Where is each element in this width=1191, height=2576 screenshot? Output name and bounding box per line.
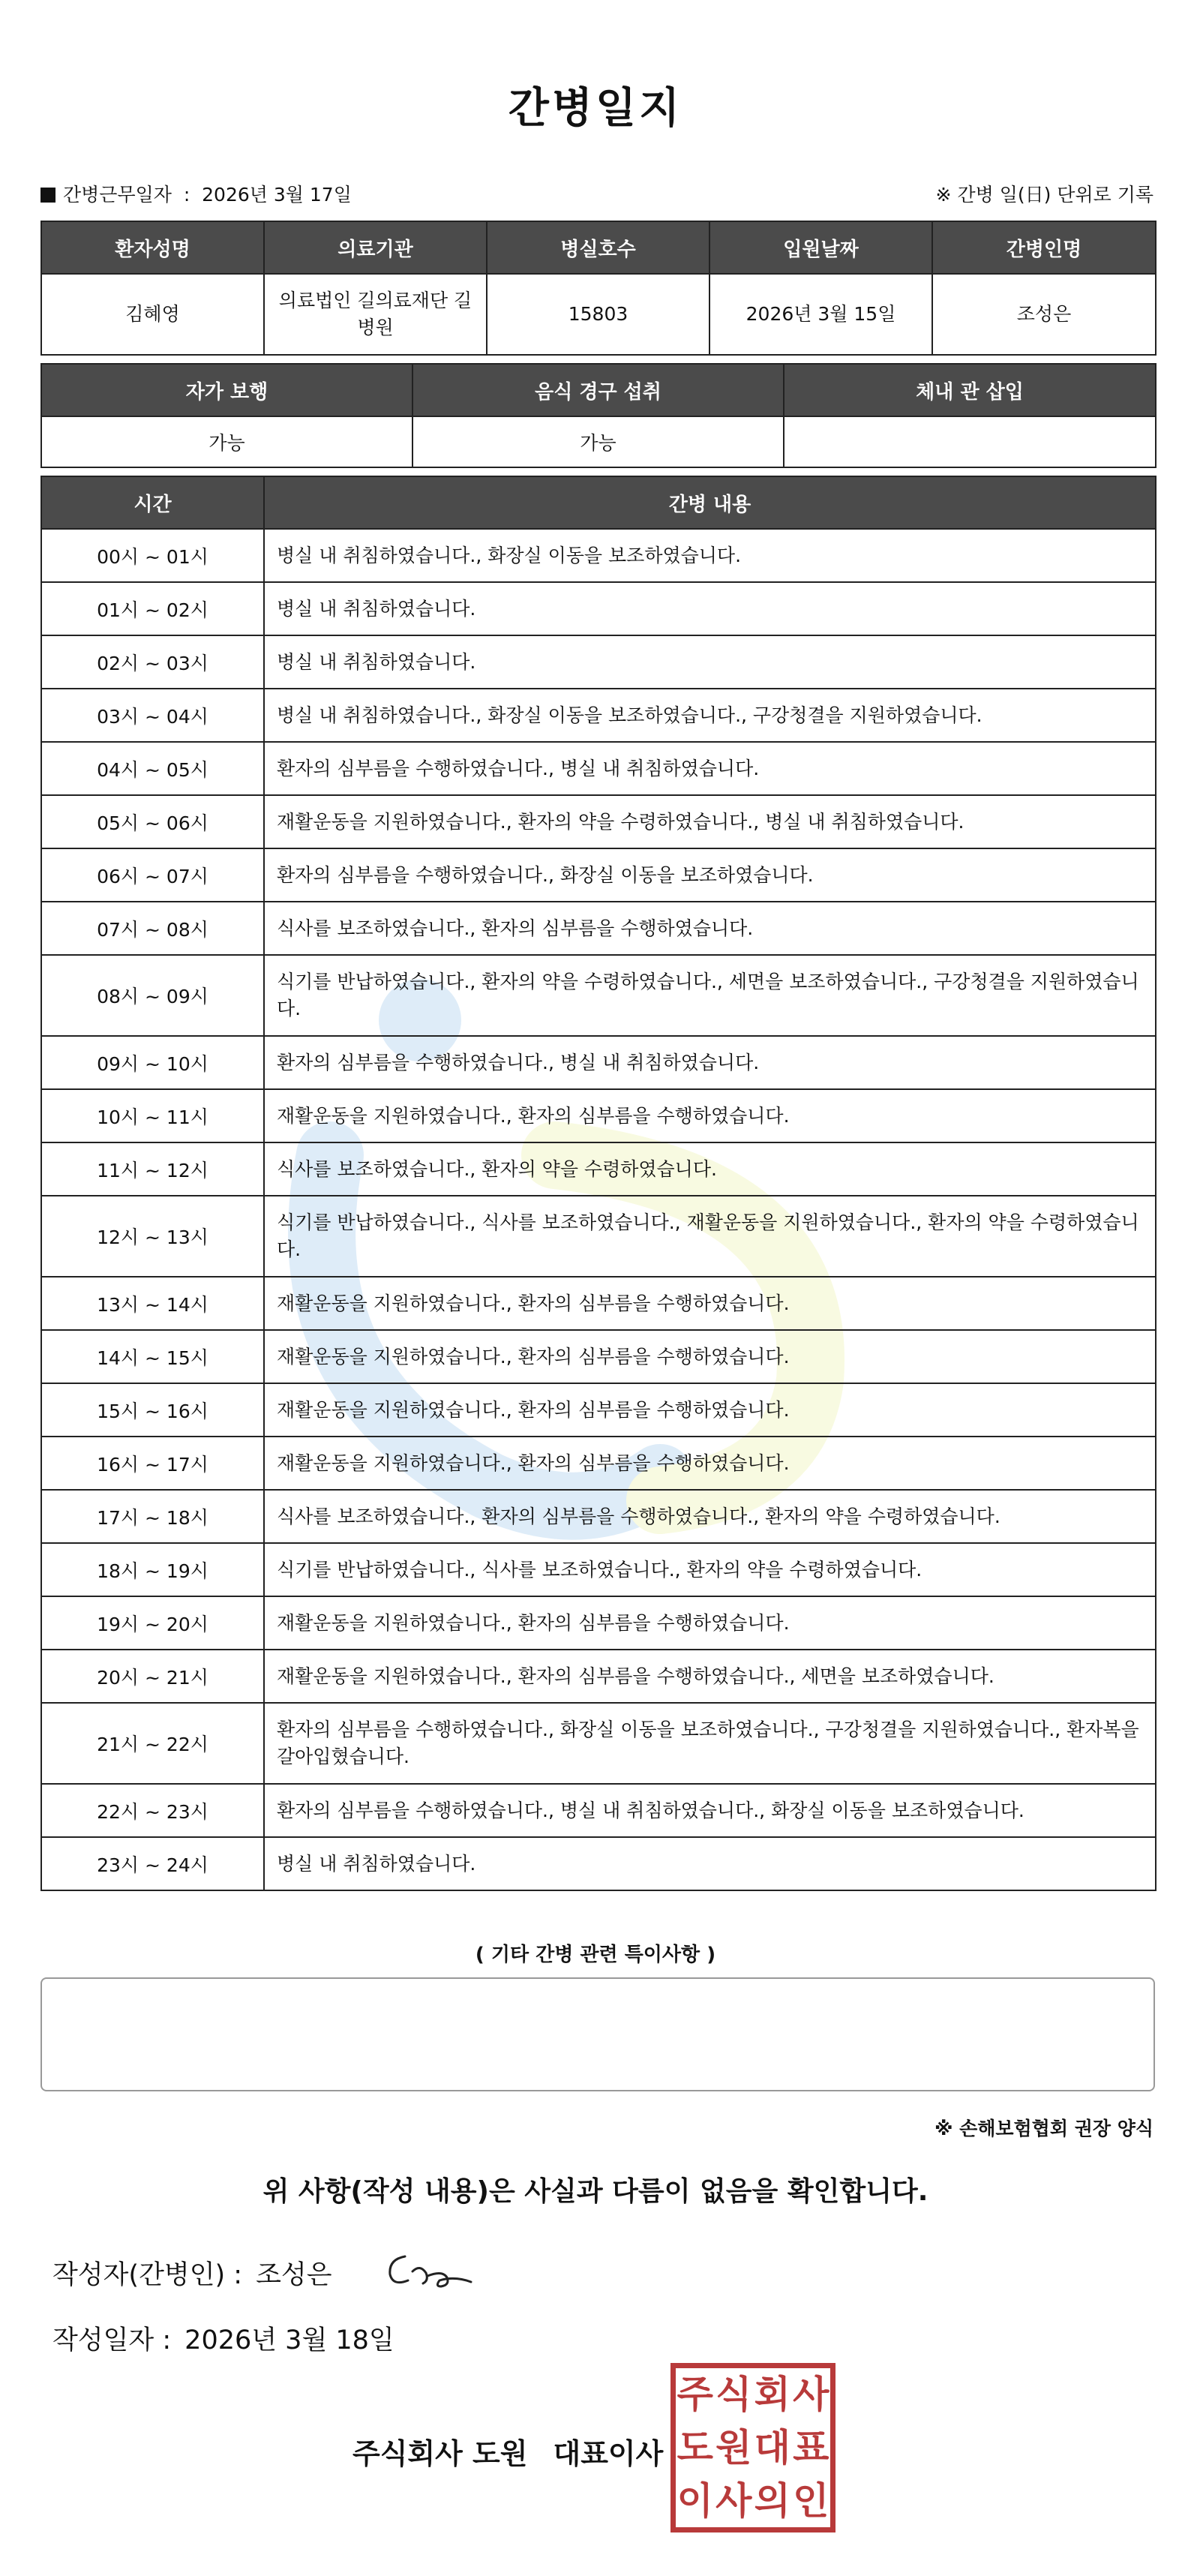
time-cell: 20시 ~ 21시 bbox=[41, 1650, 264, 1703]
table-header-row bbox=[41, 476, 1156, 529]
written-date-value: 2026년 3월 18일 bbox=[184, 2325, 394, 2355]
author-line bbox=[52, 2254, 332, 2292]
company-name: 주식회사 도원 bbox=[352, 2437, 528, 2470]
table-row bbox=[41, 742, 1156, 795]
time-cell: 01시 ~ 02시 bbox=[41, 582, 264, 635]
patient-status-table bbox=[40, 363, 1156, 468]
content-cell: 환자의 심부름을 수행하였습니다., 병실 내 취침하였습니다., 화장실 이동을 보조하였습니다. bbox=[264, 1784, 1156, 1837]
content-cell: 재활운동을 지원하였습니다., 환자의 심부름을 수행하였습니다. bbox=[264, 1596, 1156, 1650]
table-header-row bbox=[41, 221, 1156, 274]
table-row bbox=[41, 1383, 1156, 1437]
work-date-value: 2026년 3월 17일 bbox=[202, 184, 352, 206]
time-cell: 05시 ~ 06시 bbox=[41, 795, 264, 848]
seal-character: 사 bbox=[716, 2478, 752, 2523]
author-label: 작성자(간병인) : bbox=[52, 2260, 243, 2290]
table-row bbox=[41, 1277, 1156, 1330]
time-cell: 09시 ~ 10시 bbox=[41, 1036, 264, 1089]
written-date-line bbox=[52, 2319, 394, 2357]
content-cell: 병실 내 취침하였습니다. bbox=[264, 635, 1156, 689]
table-row bbox=[41, 1490, 1156, 1543]
content-cell: 환자의 심부름을 수행하였습니다., 화장실 이동을 보조하였습니다., 구강청결을 지원하였습니다., 환자복을 갈아입혔습니다. bbox=[264, 1703, 1156, 1784]
special-notes-title: ( 기타 간병 관련 특이사항 ) bbox=[475, 1944, 716, 1966]
table-row bbox=[41, 689, 1156, 742]
seal-character: 이 bbox=[676, 2478, 713, 2523]
content-cell: 환자의 심부름을 수행하였습니다., 병실 내 취침하였습니다. bbox=[264, 1036, 1156, 1089]
time-cell: 13시 ~ 14시 bbox=[41, 1277, 264, 1330]
time-cell: 11시 ~ 12시 bbox=[41, 1142, 264, 1196]
content-cell: 식사를 보조하였습니다., 환자의 심부름을 수행하였습니다., 환자의 약을 수령하였습니다. bbox=[264, 1490, 1156, 1543]
header-tube-insertion: 체내 관 삽입 bbox=[784, 364, 1156, 416]
header-patient-name: 환자성명 bbox=[41, 221, 264, 274]
square-bullet-icon bbox=[40, 188, 56, 203]
table-row bbox=[41, 955, 1156, 1036]
work-date-separator: : bbox=[183, 184, 190, 206]
company-role: 대표이사 bbox=[553, 2437, 664, 2470]
header-hospital: 의료기관 bbox=[264, 221, 487, 274]
table-header-row bbox=[41, 364, 1156, 416]
author-name: 조성은 bbox=[256, 2260, 332, 2290]
unit-note: ※ 간병 일(日) 단위로 기록 bbox=[935, 184, 1154, 206]
time-cell: 02시 ~ 03시 bbox=[41, 635, 264, 689]
table-row bbox=[41, 1196, 1156, 1277]
table-row bbox=[41, 1089, 1156, 1142]
time-cell: 03시 ~ 04시 bbox=[41, 689, 264, 742]
header-room-number: 병실호수 bbox=[487, 221, 710, 274]
time-cell: 22시 ~ 23시 bbox=[41, 1784, 264, 1837]
table-row bbox=[41, 1703, 1156, 1784]
time-cell: 19시 ~ 20시 bbox=[41, 1596, 264, 1650]
table-row bbox=[41, 1784, 1156, 1837]
table-row bbox=[41, 902, 1156, 955]
content-cell: 병실 내 취침하였습니다., 화장실 이동을 보조하였습니다. bbox=[264, 529, 1156, 582]
table-row bbox=[41, 1437, 1156, 1490]
table-row bbox=[41, 1543, 1156, 1596]
admission-date: 2026년 3월 15일 bbox=[710, 274, 932, 355]
time-cell: 16시 ~ 17시 bbox=[41, 1437, 264, 1490]
content-cell: 재활운동을 지원하였습니다., 환자의 약을 수령하였습니다., 병실 내 취침하였습니다. bbox=[264, 795, 1156, 848]
time-cell: 06시 ~ 07시 bbox=[41, 848, 264, 902]
signature bbox=[382, 2243, 480, 2295]
content-cell: 환자의 심부름을 수행하였습니다., 병실 내 취침하였습니다. bbox=[264, 742, 1156, 795]
table-row bbox=[41, 635, 1156, 689]
care-log-table bbox=[40, 476, 1156, 1891]
patient-name: 김혜영 bbox=[41, 274, 264, 355]
content-cell: 재활운동을 지원하였습니다., 환자의 심부름을 수행하였습니다. bbox=[264, 1330, 1156, 1383]
table-row bbox=[41, 795, 1156, 848]
content-cell: 재활운동을 지원하였습니다., 환자의 심부름을 수행하였습니다. bbox=[264, 1437, 1156, 1490]
seal-character: 도 bbox=[676, 2425, 713, 2469]
work-date-label: 간병근무일자 bbox=[63, 184, 172, 206]
page-title: 간병일지 bbox=[508, 84, 683, 133]
seal-character: 대 bbox=[754, 2425, 790, 2469]
seal-character: 의 bbox=[754, 2478, 790, 2523]
table-row bbox=[41, 1837, 1156, 1890]
table-row bbox=[41, 1330, 1156, 1383]
tube-insertion-value bbox=[784, 416, 1156, 467]
table-row bbox=[41, 1596, 1156, 1650]
content-cell: 식사를 보조하였습니다., 환자의 약을 수령하였습니다. bbox=[264, 1142, 1156, 1196]
time-cell: 12시 ~ 13시 bbox=[41, 1196, 264, 1277]
content-cell: 병실 내 취침하였습니다. bbox=[264, 582, 1156, 635]
patient-info-table bbox=[40, 221, 1156, 356]
table-row bbox=[41, 416, 1156, 467]
table-row bbox=[41, 848, 1156, 902]
recommendation-note: ※ 손해보험협회 권장 양식 bbox=[934, 2118, 1154, 2139]
content-cell: 재활운동을 지원하였습니다., 환자의 심부름을 수행하였습니다., 세면을 보조하였습니다. bbox=[264, 1650, 1156, 1703]
room-number: 15803 bbox=[487, 274, 710, 355]
self-walking-value: 가능 bbox=[41, 416, 412, 467]
seal-character: 주 bbox=[676, 2373, 713, 2417]
content-cell: 식기를 반납하였습니다., 식사를 보조하였습니다., 환자의 약을 수령하였습니다. bbox=[264, 1543, 1156, 1596]
table-row bbox=[41, 1142, 1156, 1196]
table-row bbox=[41, 1036, 1156, 1089]
hospital-name: 의료법인 길의료재단 길병원 bbox=[264, 274, 487, 355]
seal-character: 인 bbox=[793, 2478, 830, 2523]
confirmation-statement: 위 사항(작성 내용)은 사실과 다름이 없음을 확인합니다. bbox=[262, 2176, 928, 2207]
special-notes-box bbox=[40, 1977, 1155, 2091]
table-row bbox=[41, 529, 1156, 582]
header-oral-intake: 음식 경구 섭취 bbox=[412, 364, 784, 416]
time-cell: 15시 ~ 16시 bbox=[41, 1383, 264, 1437]
time-cell: 08시 ~ 09시 bbox=[41, 955, 264, 1036]
time-cell: 21시 ~ 22시 bbox=[41, 1703, 264, 1784]
seal-character: 표 bbox=[793, 2425, 830, 2469]
table-row bbox=[41, 582, 1156, 635]
content-cell: 식기를 반납하였습니다., 환자의 약을 수령하였습니다., 세면을 보조하였습니다., 구강청결을 지원하였습니다. bbox=[264, 955, 1156, 1036]
content-cell: 병실 내 취침하였습니다. bbox=[264, 1837, 1156, 1890]
content-cell: 재활운동을 지원하였습니다., 환자의 심부름을 수행하였습니다. bbox=[264, 1089, 1156, 1142]
content-cell: 재활운동을 지원하였습니다., 환자의 심부름을 수행하였습니다. bbox=[264, 1277, 1156, 1330]
time-cell: 14시 ~ 15시 bbox=[41, 1330, 264, 1383]
seal-character: 식 bbox=[716, 2373, 752, 2417]
content-cell: 환자의 심부름을 수행하였습니다., 화장실 이동을 보조하였습니다. bbox=[264, 848, 1156, 902]
seal-character: 원 bbox=[716, 2425, 752, 2469]
content-cell: 식기를 반납하였습니다., 식사를 보조하였습니다., 재활운동을 지원하였습니다., 환자의 약을 수령하였습니다. bbox=[264, 1196, 1156, 1277]
time-cell: 00시 ~ 01시 bbox=[41, 529, 264, 582]
content-cell: 식사를 보조하였습니다., 환자의 심부름을 수행하였습니다. bbox=[264, 902, 1156, 955]
content-cell: 재활운동을 지원하였습니다., 환자의 심부름을 수행하였습니다. bbox=[264, 1383, 1156, 1437]
time-cell: 04시 ~ 05시 bbox=[41, 742, 264, 795]
time-cell: 07시 ~ 08시 bbox=[41, 902, 264, 955]
header-time: 시간 bbox=[41, 476, 264, 529]
header-care-content: 간병 내용 bbox=[264, 476, 1156, 529]
time-cell: 10시 ~ 11시 bbox=[41, 1089, 264, 1142]
caregiver-name: 조성은 bbox=[932, 274, 1156, 355]
company-line bbox=[352, 2430, 663, 2472]
table-row bbox=[41, 1650, 1156, 1703]
time-cell: 23시 ~ 24시 bbox=[41, 1837, 264, 1890]
time-cell: 18시 ~ 19시 bbox=[41, 1543, 264, 1596]
header-caregiver-name: 간병인명 bbox=[932, 221, 1156, 274]
table-row bbox=[41, 274, 1156, 355]
written-date-label: 작성일자 : bbox=[52, 2325, 172, 2355]
company-seal bbox=[670, 2363, 836, 2532]
seal-character: 사 bbox=[793, 2373, 830, 2417]
oral-intake-value: 가능 bbox=[412, 416, 784, 467]
header-admission-date: 입원날짜 bbox=[710, 221, 932, 274]
seal-character: 회 bbox=[754, 2373, 790, 2417]
content-cell: 병실 내 취침하였습니다., 화장실 이동을 보조하였습니다., 구강청결을 지원하였습니다. bbox=[264, 689, 1156, 742]
header-self-walking: 자가 보행 bbox=[41, 364, 412, 416]
time-cell: 17시 ~ 18시 bbox=[41, 1490, 264, 1543]
work-date bbox=[40, 180, 352, 207]
